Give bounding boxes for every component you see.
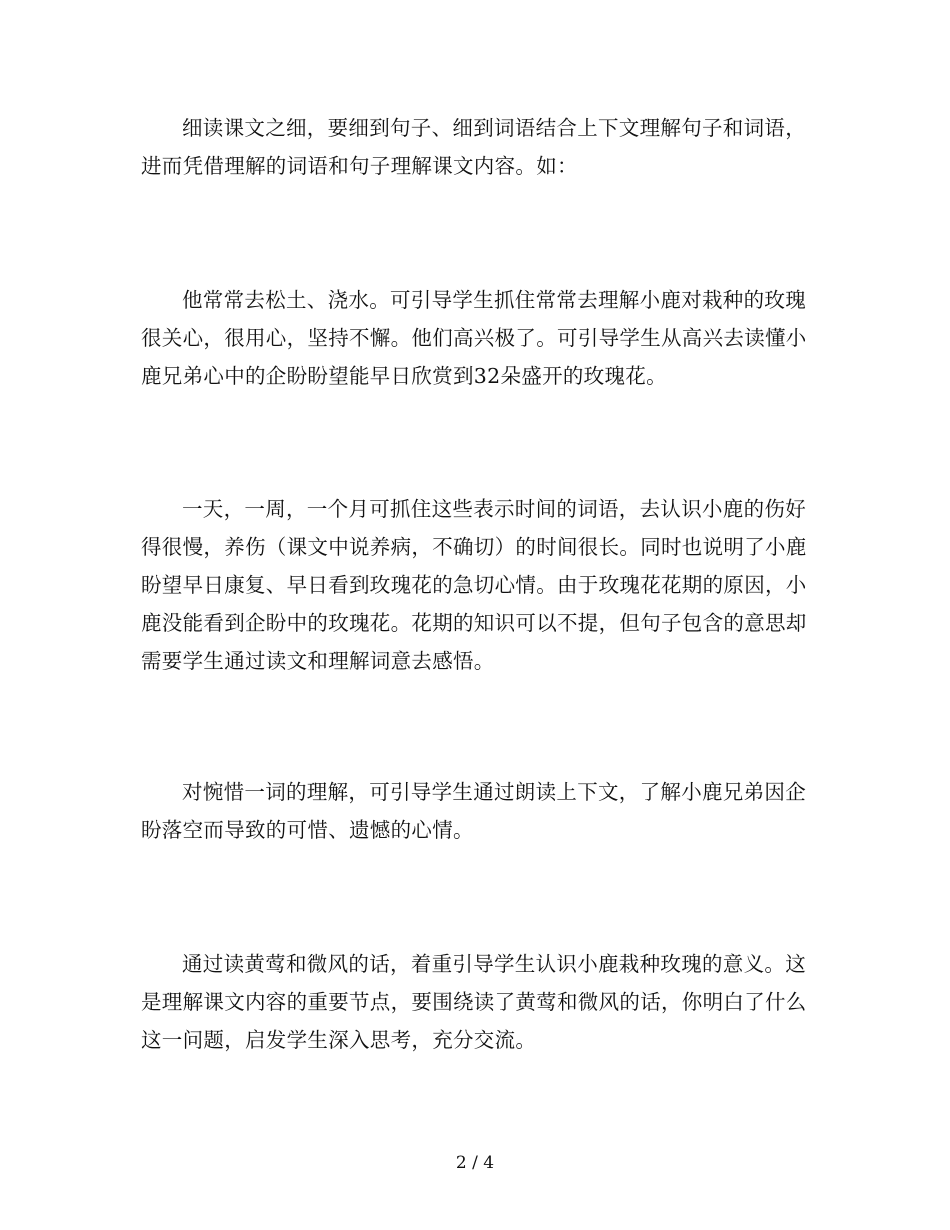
paragraph-loosen-soil: 他常常去松土、浇水。可引导学生抓住常常去理解小鹿对栽种的玫瑰很关心，很用心，坚持不懈。他们高兴极了。可引导学生从高兴去读懂小鹿兄弟心中的企盼盼望能早日欣赏到32朵盛开的玫瑰花。 [141,288,807,388]
paragraph-close-reading: 细读课文之细，要细到句子、细到词语结合上下文理解句子和词语，进而凭借理解的词语和句子理解课文内容。如： [141,116,806,178]
paragraph-time-words: 一天，一周，一个月可抓住这些表示时间的词语，去认识小鹿的伤好得很慢，养伤（课文中说养病，不确切）的时间很长。同时也说明了小鹿盼望早日康复、早日看到玫瑰花的急切心情。由于玫瑰花花期的原因，小鹿没能看到企盼中的玫瑰花。花期的知识可以不提，但句子包含的意思却需要学生通过读文和理解词意去感悟。 [141,497,807,673]
paragraph-oriole-breeze: 通过读黄莺和微风的话，着重引导学生认识小鹿栽种玫瑰的意义。这是理解课文内容的重要节点，要围绕读了黄莺和微风的话，你明白了什么这一问题，启发学生深入思考，充分交流。 [141,952,807,1052]
page-number: 2 / 4 [455,1153,495,1173]
paragraph-regret-word: 对惋惜一词的理解，可引导学生通过朗读上下文，了解小鹿兄弟因企盼落空而导致的可惜、遗憾的心情。 [141,780,806,842]
